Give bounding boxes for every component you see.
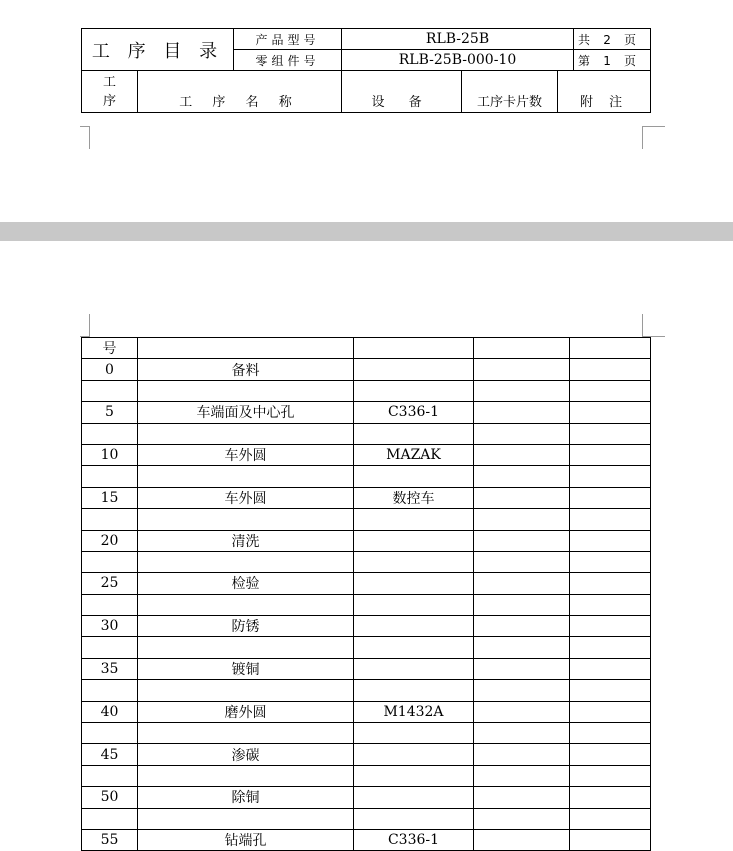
process-name	[138, 509, 354, 530]
process-equipment	[354, 637, 474, 658]
total-pages: 共 2 页	[574, 29, 651, 50]
process-no: 20	[82, 530, 138, 551]
page-number: 第 1 页	[574, 50, 651, 71]
process-cards	[474, 359, 570, 380]
process-no: 55	[82, 829, 138, 850]
process-equipment	[354, 787, 474, 808]
table-row	[82, 680, 651, 701]
table-cell	[570, 338, 651, 359]
process-cards	[474, 551, 570, 572]
process-name: 钻端孔	[138, 829, 354, 850]
process-equipment	[354, 530, 474, 551]
table-row	[82, 787, 651, 808]
process-remarks	[570, 658, 651, 679]
process-no: 30	[82, 616, 138, 637]
process-name: 清洗	[138, 530, 354, 551]
table-row	[82, 423, 651, 444]
process-equipment: MAZAK	[354, 444, 474, 465]
process-name: 防锈	[138, 616, 354, 637]
process-name: 渗碳	[138, 744, 354, 765]
process-equipment	[354, 466, 474, 487]
page-2-top	[0, 241, 733, 850]
process-equipment	[354, 723, 474, 744]
process-name: 车端面及中心孔	[138, 402, 354, 423]
col-header-equipment: 设 备	[342, 71, 462, 113]
table-row	[82, 658, 651, 679]
process-remarks	[570, 808, 651, 829]
process-equipment: C336-1	[354, 402, 474, 423]
process-remarks	[570, 530, 651, 551]
process-remarks	[570, 723, 651, 744]
process-name: 检验	[138, 573, 354, 594]
process-remarks	[570, 402, 651, 423]
table-row	[82, 530, 651, 551]
process-name: 车外圆	[138, 487, 354, 508]
table-row	[82, 594, 651, 615]
process-name	[138, 423, 354, 444]
process-cards	[474, 509, 570, 530]
table-row	[82, 723, 651, 744]
process-equipment	[354, 616, 474, 637]
process-remarks	[570, 616, 651, 637]
table-row	[82, 509, 651, 530]
process-equipment	[354, 765, 474, 786]
part-number-label: 零组件号	[234, 50, 342, 71]
catalog-title: 工 序 目 录	[82, 29, 234, 71]
table-row	[82, 487, 651, 508]
col-header-no: 工 序	[82, 71, 138, 113]
process-cards	[474, 402, 570, 423]
process-name	[138, 594, 354, 615]
process-cards	[474, 744, 570, 765]
process-no: 40	[82, 701, 138, 722]
process-no: 25	[82, 573, 138, 594]
process-list-table	[81, 337, 651, 851]
part-number-value: RLB-25B-000-10	[342, 50, 574, 71]
process-no	[82, 380, 138, 401]
process-no	[82, 551, 138, 572]
process-cards	[474, 723, 570, 744]
process-cards	[474, 380, 570, 401]
process-equipment: M1432A	[354, 701, 474, 722]
table-row	[82, 765, 651, 786]
process-cards	[474, 658, 570, 679]
process-cards	[474, 444, 570, 465]
table-row	[82, 744, 651, 765]
process-cards	[474, 765, 570, 786]
table-row	[82, 444, 651, 465]
process-equipment	[354, 680, 474, 701]
process-name: 除铜	[138, 787, 354, 808]
page-1-bottom	[0, 0, 733, 222]
process-remarks	[570, 680, 651, 701]
process-equipment	[354, 423, 474, 444]
process-remarks	[570, 573, 651, 594]
table-row	[82, 402, 651, 423]
col-header-name: 工 序 名 称	[138, 71, 342, 113]
process-no	[82, 423, 138, 444]
process-equipment	[354, 744, 474, 765]
process-no: 10	[82, 444, 138, 465]
col-header-cards: 工序卡片数	[462, 71, 558, 113]
process-remarks	[570, 637, 651, 658]
col-header-no-continued: 号	[82, 338, 138, 359]
process-equipment	[354, 808, 474, 829]
process-no: 0	[82, 359, 138, 380]
process-no	[82, 765, 138, 786]
table-row	[82, 551, 651, 572]
process-name: 磨外圆	[138, 701, 354, 722]
process-no	[82, 680, 138, 701]
process-cards	[474, 680, 570, 701]
process-name	[138, 808, 354, 829]
process-no	[82, 594, 138, 615]
table-row	[82, 637, 651, 658]
process-name	[138, 466, 354, 487]
table-row	[82, 808, 651, 829]
process-no: 45	[82, 744, 138, 765]
process-remarks	[570, 466, 651, 487]
process-name	[138, 765, 354, 786]
margin-mark-top-left	[80, 126, 90, 149]
margin-mark-bottom-right	[642, 314, 665, 337]
process-cards	[474, 787, 570, 808]
process-remarks	[570, 744, 651, 765]
process-name	[138, 637, 354, 658]
process-no	[82, 723, 138, 744]
process-equipment: C336-1	[354, 829, 474, 850]
process-remarks	[570, 594, 651, 615]
table-row	[82, 616, 651, 637]
process-no: 35	[82, 658, 138, 679]
process-remarks	[570, 487, 651, 508]
process-equipment	[354, 594, 474, 615]
process-cards	[474, 573, 570, 594]
process-name	[138, 680, 354, 701]
process-equipment	[354, 573, 474, 594]
table-cell	[138, 338, 354, 359]
process-remarks	[570, 701, 651, 722]
process-remarks	[570, 359, 651, 380]
process-remarks	[570, 423, 651, 444]
process-remarks	[570, 509, 651, 530]
process-no: 15	[82, 487, 138, 508]
process-name: 镀铜	[138, 658, 354, 679]
process-cards	[474, 466, 570, 487]
process-equipment	[354, 658, 474, 679]
table-cell	[354, 338, 474, 359]
process-no	[82, 509, 138, 530]
process-remarks	[570, 787, 651, 808]
process-name: 备料	[138, 359, 354, 380]
process-name	[138, 380, 354, 401]
process-equipment	[354, 509, 474, 530]
process-cards	[474, 637, 570, 658]
process-remarks	[570, 765, 651, 786]
process-no	[82, 466, 138, 487]
margin-mark-top-right	[642, 126, 665, 149]
table-row	[82, 359, 651, 380]
process-name: 车外圆	[138, 444, 354, 465]
process-catalog-header	[81, 28, 651, 113]
product-model-label: 产品型号	[234, 29, 342, 50]
process-remarks	[570, 444, 651, 465]
process-name	[138, 551, 354, 572]
process-cards	[474, 616, 570, 637]
process-name	[138, 723, 354, 744]
process-equipment	[354, 551, 474, 572]
process-cards	[474, 530, 570, 551]
table-cell	[474, 338, 570, 359]
process-cards	[474, 829, 570, 850]
margin-mark-bottom-left	[80, 314, 90, 337]
table-row	[82, 701, 651, 722]
process-equipment	[354, 380, 474, 401]
process-no	[82, 637, 138, 658]
product-model-value: RLB-25B	[342, 29, 574, 50]
process-no	[82, 808, 138, 829]
table-row	[82, 380, 651, 401]
process-equipment	[354, 359, 474, 380]
process-cards	[474, 808, 570, 829]
process-remarks	[570, 829, 651, 850]
table-row	[82, 466, 651, 487]
col-header-remarks: 附 注	[558, 71, 651, 113]
process-no: 5	[82, 402, 138, 423]
process-no: 50	[82, 787, 138, 808]
process-cards	[474, 701, 570, 722]
process-remarks	[570, 380, 651, 401]
table-row	[82, 573, 651, 594]
process-remarks	[570, 551, 651, 572]
process-cards	[474, 423, 570, 444]
process-equipment: 数控车	[354, 487, 474, 508]
page-separator	[0, 222, 733, 241]
table-row	[82, 829, 651, 850]
process-cards	[474, 487, 570, 508]
process-cards	[474, 594, 570, 615]
